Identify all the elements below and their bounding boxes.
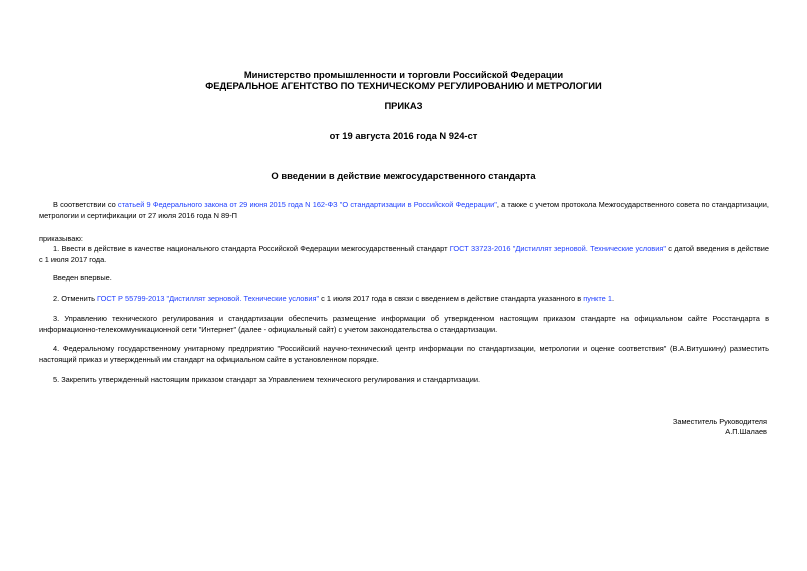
- paragraph-item-4: 4. Федеральному государственному унитарному предприятию "Российский научно-технический центр информации по стандартизации, метрологии и оценке соответствия" (В.А.Витушкину) разместить настоящий приказ и утвержденный им стандарт на официальном сайте в установленном порядке.: [39, 344, 769, 364]
- document-type: ПРИКАЗ: [384, 100, 423, 111]
- item-1-reference-link[interactable]: пункте 1: [583, 294, 612, 303]
- signature-position: Заместитель Руководителя: [672, 417, 767, 426]
- item-1-text-end: с датой введения в действие с 1 июля 2017 года.: [39, 244, 769, 264]
- federal-law-link[interactable]: статьей 9 Федерального закона от 29 июня 2015 года N 162-ФЗ "О стандартизации в Российской Федерации": [117, 200, 497, 209]
- paragraph-preamble: [39, 200, 769, 221]
- item-2-text-start: 2. Отменить: [53, 294, 98, 303]
- gost-33723-link[interactable]: ГОСТ 33723-2016 "Дистиллят зерновой. Технические условия": [449, 244, 666, 253]
- item-2-text-end: .: [611, 294, 614, 303]
- gost-r-55799-link[interactable]: ГОСТ Р 55799-2013 "Дистиллят зерновой. Технические условия": [97, 294, 320, 303]
- agency-name: ФЕДЕРАЛЬНОЕ АГЕНТСТВО ПО ТЕХНИЧЕСКОМУ РЕГУЛИРОВАНИЮ И МЕТРОЛОГИИ: [205, 80, 602, 91]
- paragraph-introduced-first: Введен впервые.: [53, 273, 112, 282]
- paragraph-item-3: 3. Управлению технического регулирования и стандартизации обеспечить размещение информации об утвержденном настоящим приказом стандарте на официальном сайте Росстандарта в информационно-телекоммуникационной сети "Интернет" (далее - официальный сайт) с учетом законодательства о стандартизации.: [39, 314, 769, 334]
- document-date-number: от 19 августа 2016 года N 924-ст: [329, 130, 478, 141]
- paragraph-item-1: [39, 244, 769, 265]
- document-subject: О введении в действие межгосударственного стандарта: [271, 170, 536, 181]
- paragraph-item-5: 5. Закрепить утвержденный настоящим приказом стандарт за Управлением технического регулирования и стандартизации.: [53, 375, 481, 384]
- ministry-name: Министерство промышленности и торговли Российской Федерации: [243, 69, 564, 80]
- item-1-text-start: 1. Ввести в действие в качестве национального стандарта Российской Федерации межгосударственный стандарт: [53, 244, 450, 253]
- item-2-text-mid: с 1 июля 2017 года в связи с введением в действие стандарта указанного в: [319, 294, 584, 303]
- signature-name: А.П.Шалаев: [725, 427, 767, 436]
- preamble-text-start: В соответствии со: [53, 200, 118, 209]
- paragraph-item-2: [39, 294, 769, 305]
- preamble-text-end: , а также с учетом протокола Межгосударственного совета по стандартизации, метрологии и сертификации от 27 июля 2016 года N 89-П: [39, 200, 769, 220]
- order-word: приказываю:: [39, 234, 83, 243]
